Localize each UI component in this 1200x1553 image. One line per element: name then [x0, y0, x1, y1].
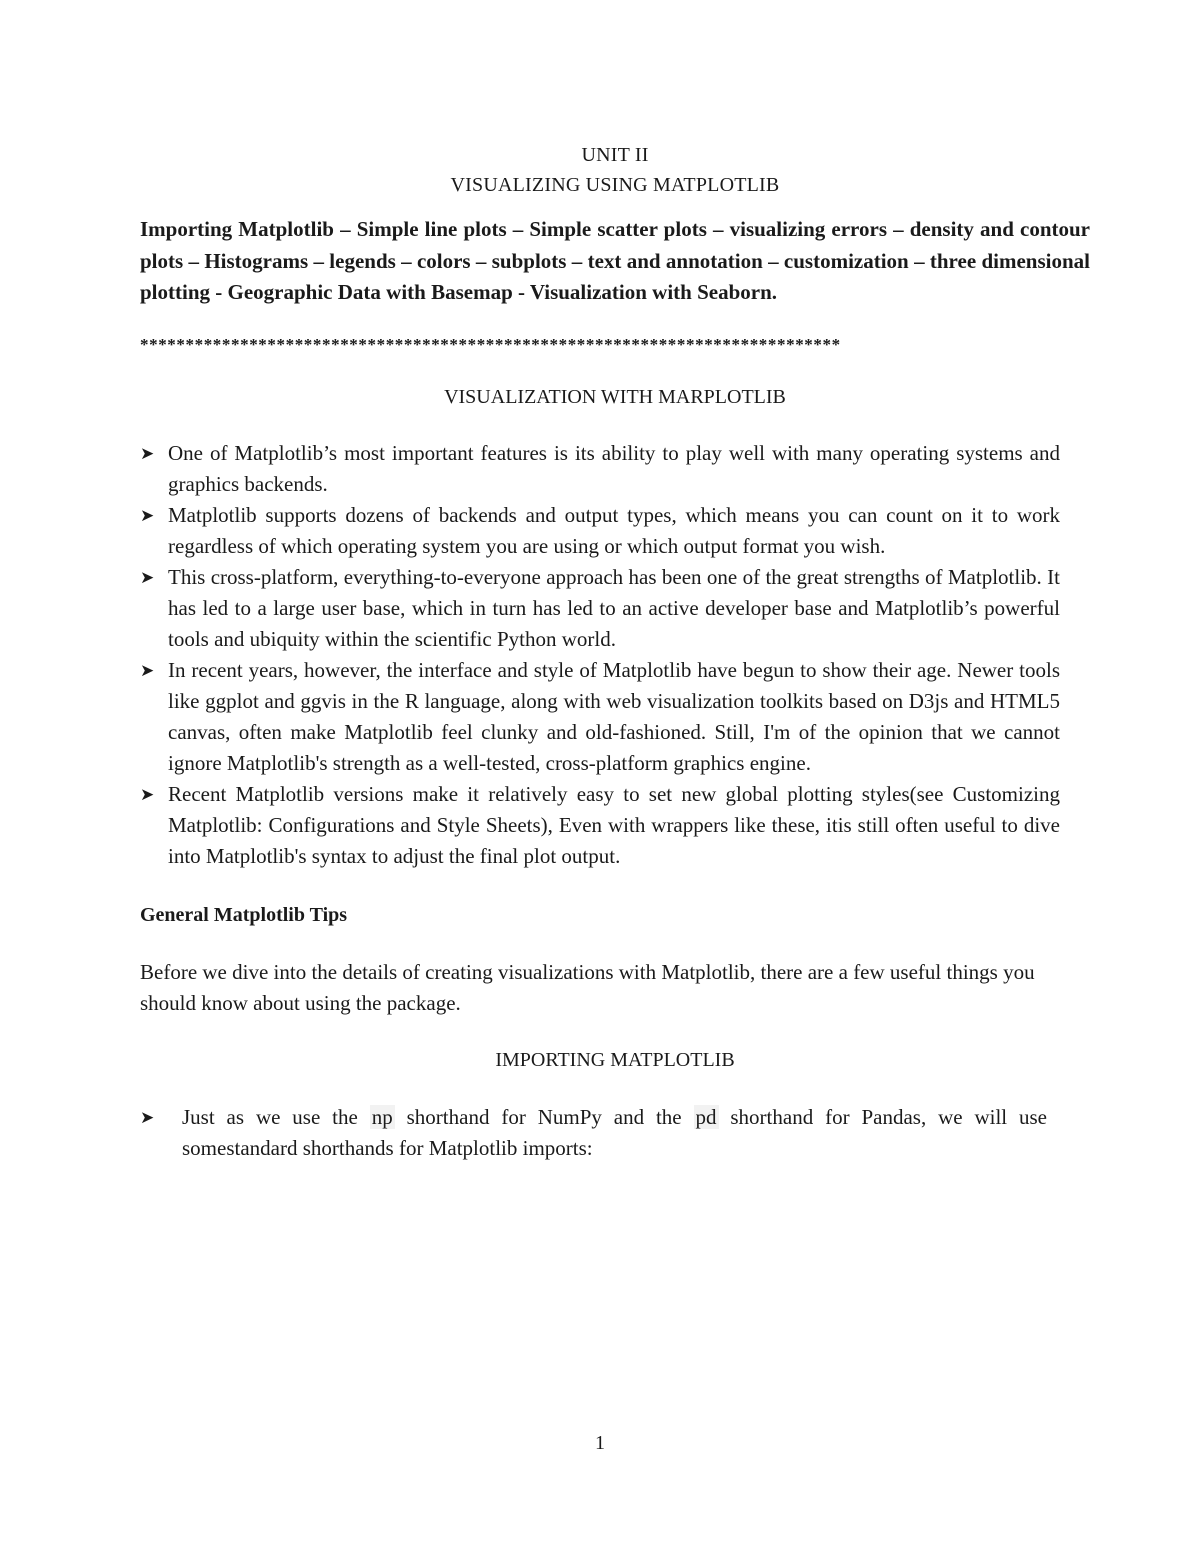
tips-paragraph: Before we dive into the details of creating visualizations with Matplotlib, there are a few useful things you should know about using the package. — [140, 959, 1035, 1015]
list-item — [140, 779, 1060, 872]
document-page — [140, 140, 1090, 1164]
code-pd: pd — [695, 1104, 717, 1129]
list-item — [140, 438, 1060, 500]
list-item-text-part: shorthand for NumPy and the — [394, 1104, 694, 1129]
section-heading-importing: IMPORTING MATPLOTLIB — [495, 1048, 735, 1071]
list-item-text-part: shorthand for Pandas, we will use somestandard shorthands for Matplotlib imports: — [182, 1104, 1047, 1160]
topics-list: Importing Matplotlib – Simple line plots – Simple scatter plots – visualizing errors – density and contour plots – Histograms – legends – colors – subplots – text and annotation – customization – three dimensional plotting - Geographic Data with Basemap - Visualization with Seaborn. — [140, 217, 1090, 304]
list-item-text: In recent years, however, the interface and style of Matplotlib have begun to show their age. Newer tools like ggplot and ggvis in the R language, along with web visualization toolkits based on D3js and HTML5 canvas, often make Matplotlib feel clunky and old-fashioned. Still, I'm of the opinion that we cannot ignore Matplotlib's strength as a well-tested, cross-platform graphics engine. — [168, 657, 1060, 775]
arrowhead-bullet-icon: ➤ — [140, 660, 155, 680]
arrowhead-bullet-icon: ➤ — [140, 1107, 155, 1127]
arrowhead-bullet-icon: ➤ — [140, 567, 155, 587]
code-np: np — [371, 1104, 393, 1129]
page-number: 1 — [595, 1432, 605, 1454]
tips-heading: General Matplotlib Tips — [140, 903, 348, 926]
list-item-text-part: Just as we use the — [182, 1104, 370, 1129]
arrowhead-bullet-icon: ➤ — [140, 784, 155, 804]
unit-title: VISUALIZING USING MATPLOTLIB — [450, 174, 780, 196]
list-item-text: Matplotlib supports dozens of backends and output types, which means you can count on it to work regardless of which operating system you are using or which output format you wish. — [168, 502, 1060, 558]
unit-label: UNIT II — [581, 144, 649, 166]
section-heading-visualization: VISUALIZATION WITH MARPLOTLIB — [444, 385, 786, 408]
list-item — [140, 562, 1060, 655]
list-item-text: Recent Matplotlib versions make it relatively easy to set new global plotting styles(see Customizing Matplotlib: Configurations and Style Sheets), Even with wrappers like these, itis still often useful to dive into Matplotlib's syntax to adjust the final plot output. — [168, 781, 1060, 868]
list-item-text: One of Matplotlib’s most important features is its ability to play well with many operating systems and graphics backends. — [168, 440, 1060, 496]
bullet-list-visualization — [140, 438, 1090, 872]
list-item — [140, 655, 1060, 779]
separator-stars: ***************************************************************************** — [140, 334, 841, 354]
bullet-list-importing — [140, 1102, 1090, 1164]
list-item — [140, 500, 1060, 562]
arrowhead-bullet-icon: ➤ — [140, 505, 155, 525]
list-item — [140, 1102, 1047, 1164]
arrowhead-bullet-icon: ➤ — [140, 443, 155, 463]
list-item-text: This cross-platform, everything-to-everyone approach has been one of the great strengths of Matplotlib. It has led to a large user base, which in turn has led to an active developer base and Matplotlib’s powerful tools and ubiquity within the scientific Python world. — [168, 564, 1060, 651]
